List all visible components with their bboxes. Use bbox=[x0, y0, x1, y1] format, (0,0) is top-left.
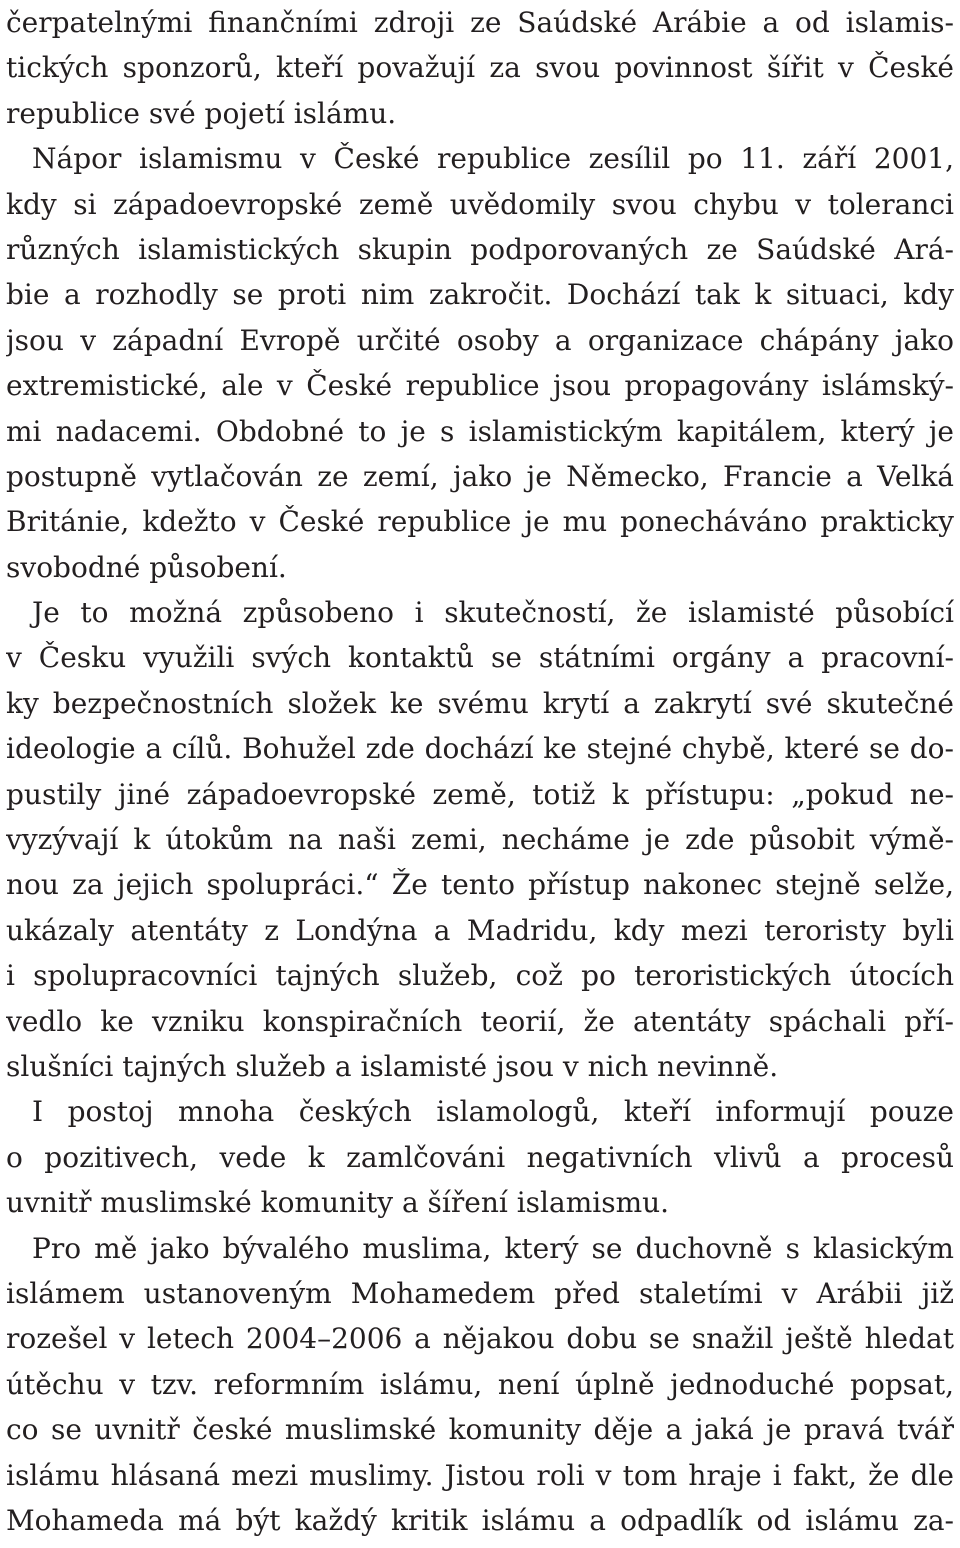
text-line: čerpatelnými finančními zdroji ze Saúdské Arábie a od islamis- bbox=[6, 6, 954, 39]
text-line: útěchu v tzv. reformním islámu, není úplně jednoduché popsat, bbox=[6, 1367, 954, 1401]
text-line: rozešel v letech 2004–2006 a nějakou dobu se snažil ještě hledat bbox=[6, 1322, 954, 1356]
document-page bbox=[6, 0, 954, 1543]
text-line: tických sponzorů, kteří považují za svou povinnost šířit v České bbox=[6, 51, 954, 85]
text-line: Británie, kdežto v České republice je mu ponecháváno prakticky bbox=[6, 505, 954, 539]
text-line: postupně vytlačován ze zemí, jako je Německo, Francie a Velká bbox=[6, 459, 954, 493]
text-line: mi nadacemi. Obdobné to je s islamistickým kapitálem, který je bbox=[6, 414, 954, 448]
text-line: pustily jiné západoevropské země, totiž k přístupu: „pokud ne- bbox=[6, 777, 954, 811]
text-line: Mohameda má být každý kritik islámu a odpadlík od islámu za- bbox=[6, 1503, 954, 1537]
text-line: republice své pojetí islámu. bbox=[6, 96, 397, 130]
text-line: svobodné působení. bbox=[6, 550, 287, 584]
text-line: nou za jejich spolupráci.“ Že tento přístup nakonec stejně selže, bbox=[6, 868, 954, 902]
text-line: různých islamistických skupin podporovaných ze Saúdské Ará- bbox=[6, 232, 954, 266]
text-line: kdy si západoevropské země uvědomily svou chybu v toleranci bbox=[6, 187, 954, 221]
text-line: Nápor islamismu v České republice zesílil po 11. září 2001, bbox=[32, 142, 954, 176]
text-line: Je to možná způsobeno i skutečností, že islamisté působící bbox=[32, 596, 954, 630]
text-line: vyzývají k útokům na naši zemi, necháme je zde působit výmě- bbox=[6, 823, 954, 857]
text-line: i spolupracovníci tajných služeb, což po teroristických útocích bbox=[6, 959, 954, 993]
text-line: ky bezpečnostních složek ke svému krytí a zakrytí své skutečné bbox=[6, 686, 954, 720]
text-line: islámem ustanoveným Mohamedem před staletími v Arábii již bbox=[6, 1276, 954, 1310]
text-line: jsou v západní Evropě určité osoby a organizace chápány jako bbox=[6, 323, 954, 357]
text-line: o pozitivech, vede k zamlčováni negativních vlivů a procesů bbox=[6, 1140, 954, 1174]
text-line: I postoj mnoha českých islamologů, kteří informují pouze bbox=[32, 1095, 954, 1129]
text-line: ideologie a cílů. Bohužel zde dochází ke stejné chybě, které se do- bbox=[6, 732, 954, 766]
text-line: Pro mě jako bývalého muslima, který se duchovně s klasickým bbox=[32, 1231, 954, 1265]
text-line: slušníci tajných služeb a islamisté jsou v nich nevinně. bbox=[6, 1049, 779, 1083]
text-line: ukázaly atentáty z Londýna a Madridu, kdy mezi teroristy byli bbox=[6, 913, 954, 947]
text-line: islámu hlásaná mezi muslimy. Jistou roli v tom hraje i fakt, že dle bbox=[6, 1458, 954, 1492]
text-line: v Česku využili svých kontaktů se státními orgány a pracovní- bbox=[6, 641, 954, 675]
text-line: uvnitř muslimské komunity a šíření islamismu. bbox=[6, 1186, 670, 1220]
text-line: co se uvnitř české muslimské komunity děje a jaká je pravá tvář bbox=[6, 1413, 954, 1447]
text-line: bie a rozhodly se proti nim zakročit. Dochází tak k situaci, kdy bbox=[6, 278, 954, 312]
text-line: vedlo ke vzniku konspiračních teorií, že atentáty spáchali pří- bbox=[6, 1004, 954, 1038]
text-line: extremistické, ale v České republice jsou propagovány islámský- bbox=[6, 369, 954, 403]
